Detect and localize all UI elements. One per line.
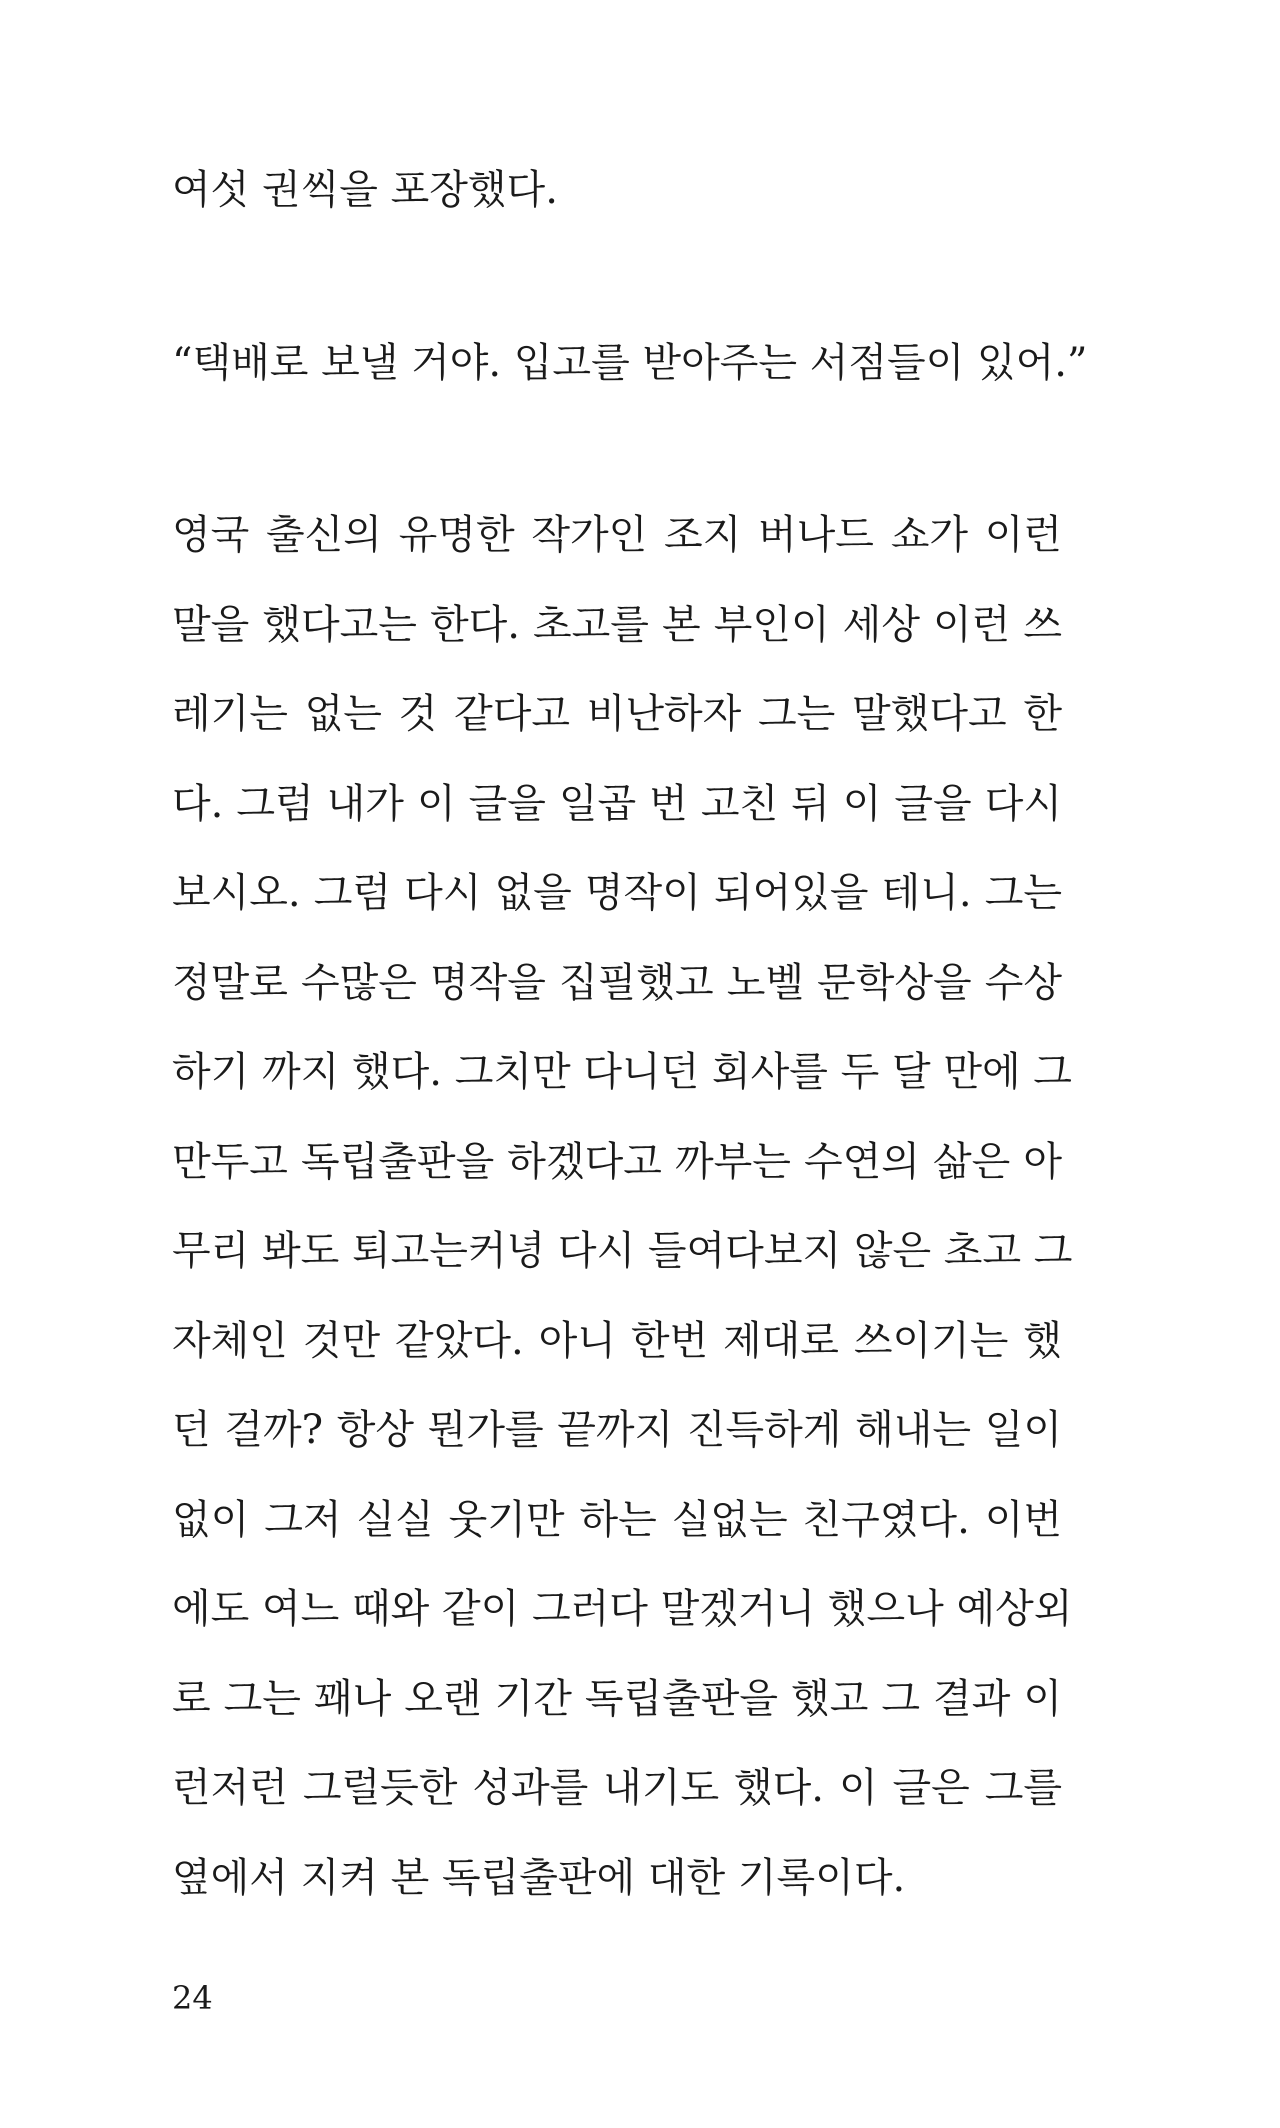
paragraph-line: 자체인 것만 같았다. 아니 한번 제대로 쓰이기는 했	[172, 1317, 1062, 1364]
paragraph-line: 로 그는 꽤나 오랜 기간 독립출판을 했고 그 결과 이	[172, 1675, 1062, 1722]
paragraph-line: 하기 까지 했다. 그치만 다니던 회사를 두 달 만에 그	[172, 1049, 1072, 1095]
paragraph-line: 레기는 없는 것 같다고 비난하자 그는 말했다고 한	[172, 691, 1062, 737]
paragraph-line: 다. 그럼 내가 이 글을 일곱 번 고친 뒤 이 글을 다시	[172, 780, 1062, 827]
paragraph-line: 옆에서 지켜 본 독립출판에 대한 기록이다.	[172, 1854, 906, 1901]
page-number: 24	[172, 1979, 213, 2017]
paragraph-line: 던 걸까? 항상 뭔가를 끝까지 진득하게 해내는 일이	[172, 1407, 1062, 1453]
paragraph-line: 만두고 독립출판을 하겠다고 까부는 수연의 삶은 아	[172, 1138, 1062, 1185]
dialogue-quote: “택배로 보낼 거야. 입고를 받아주는 서점들이 있어.”	[172, 340, 1088, 386]
main-paragraph	[172, 510, 1073, 1942]
paragraph-line: 영국 출신의 유명한 작가인 조지 버나드 쇼가 이런	[172, 512, 1062, 558]
paragraph-line: 정말로 수많은 명작을 집필했고 노벨 문학상을 수상	[172, 959, 1062, 1006]
paragraph-line: 런저런 그럴듯한 성과를 내기도 했다. 이 글은 그를	[172, 1765, 1062, 1811]
paragraph-line: 보시오. 그럼 다시 없을 명작이 되어있을 테니. 그는	[172, 870, 1062, 916]
paragraph-line: 없이 그저 실실 웃기만 하는 실없는 친구였다. 이번	[172, 1496, 1062, 1543]
paragraph-line: 말을 했다고는 한다. 초고를 본 부인이 세상 이런 쓰	[172, 601, 1062, 648]
paragraph-line: 무리 봐도 퇴고는커녕 다시 들여다보지 않은 초고 그	[172, 1228, 1073, 1274]
text-line-top: 여섯 권씩을 포장했다.	[172, 167, 558, 213]
paragraph-line: 에도 여느 때와 같이 그러다 말겠거니 했으나 예상외	[172, 1586, 1073, 1632]
